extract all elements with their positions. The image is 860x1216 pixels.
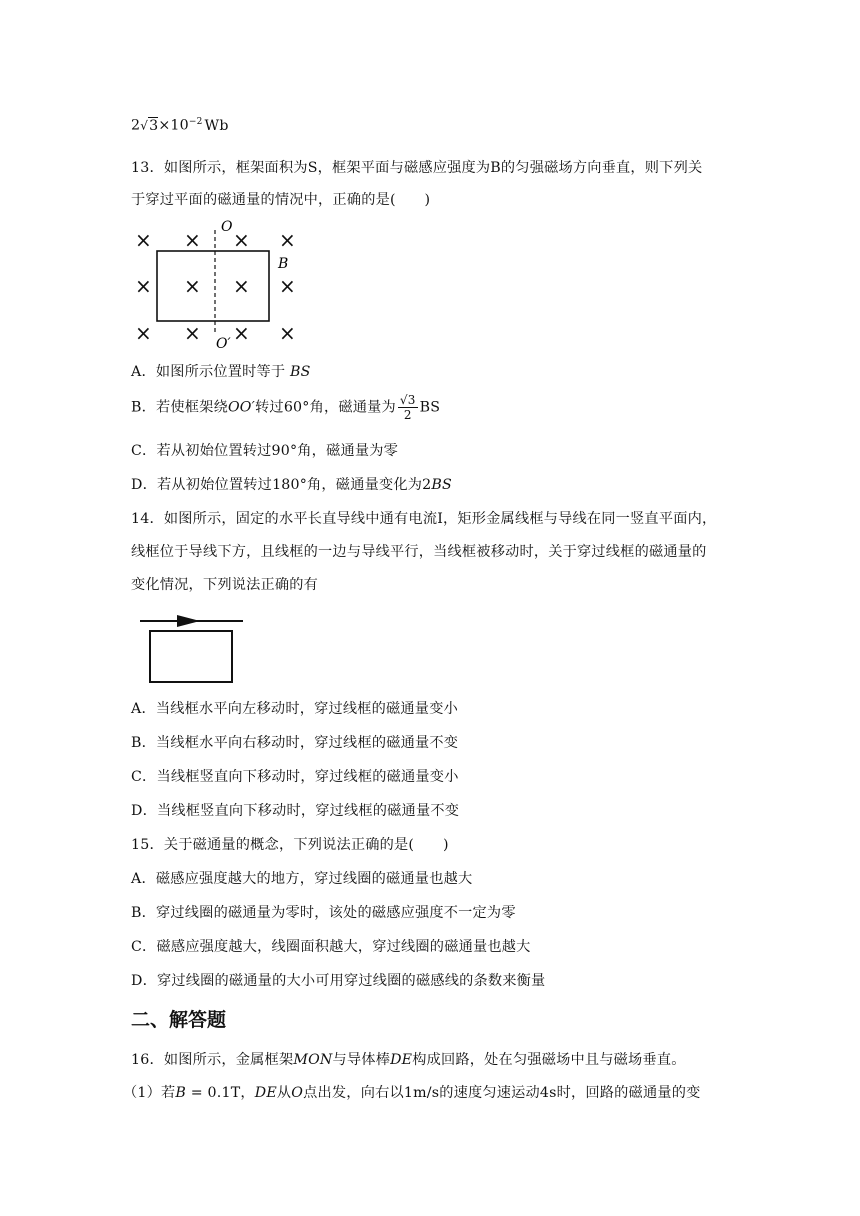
q15-option-d: D．穿过线圈的磁通量的大小可用穿过线圈的磁感线的条数来衡量	[131, 973, 546, 989]
field-cross: ×	[279, 274, 296, 298]
label-field-b: B	[278, 256, 289, 272]
q13-option-b-pre: B．若使框架绕	[131, 399, 228, 416]
q16-l1-a: 16．如图所示，金属框架	[131, 1052, 294, 1068]
formula-exp: −2	[188, 117, 203, 127]
q13-option-b	[131, 393, 440, 422]
q16-l1-mon: MON	[293, 1052, 333, 1068]
q15-option-b: B．穿过线圈的磁通量为零时，该处的磁感应强度不一定为零	[131, 905, 516, 921]
q13-line2: 于穿过平面的磁通量的情况中，正确的是( )	[131, 192, 431, 208]
q13-option-d-text: D．若从初始位置转过180°角，磁通量变化为2	[131, 477, 432, 493]
q13-option-b-mid: 转过60°角，磁通量为	[255, 399, 396, 416]
q13-option-a-em: BS	[290, 364, 311, 380]
q16-l1-b: 与导体棒	[332, 1052, 391, 1068]
q14-option-c: C．当线框竖直向下移动时，穿过线框的磁通量变小	[131, 769, 459, 785]
label-o-top: O	[221, 219, 233, 235]
q13-option-a	[131, 361, 311, 381]
q14-option-d: D．当线框竖直向下移动时，穿过线框的磁通量不变	[131, 803, 460, 819]
section-heading: 二、解答题	[131, 1009, 227, 1031]
q16-l1-c: 构成回路，处在匀强磁场中且与磁场垂直。	[412, 1052, 686, 1068]
field-cross: ×	[135, 274, 152, 298]
current-arrow-icon	[177, 615, 200, 627]
top-formula: $2√3\times 10^{-2}$ Wb	[131, 117, 229, 134]
field-cross: ×	[233, 321, 250, 345]
fraction-numerator: √3	[399, 393, 416, 407]
q14-option-a: A．当线框水平向左移动时，穿过线框的磁通量变小	[131, 701, 458, 717]
formula-unit: Wb	[204, 117, 229, 134]
field-cross: ×	[233, 228, 250, 252]
q14-line3: 变化情况，下列说法正确的有	[131, 577, 319, 593]
q16-l2-g: 点出发，向右以1m/s的速度匀速运动4s时，回路的磁通量的变	[303, 1085, 701, 1101]
q13-option-d-em: BS	[431, 477, 452, 493]
field-cross: ×	[184, 321, 201, 345]
formula-root: 3	[149, 117, 159, 134]
q16-l2-c: = 0.1T，	[186, 1085, 255, 1101]
field-cross: ×	[135, 228, 152, 252]
q16-l2-d: DE	[254, 1085, 277, 1101]
q13-option-d	[131, 474, 452, 494]
q13-figure	[130, 216, 305, 348]
q16-line1	[131, 1049, 686, 1069]
q16-l2-e: 从	[276, 1085, 292, 1101]
q15-line1: 15．关于磁通量的概念，下列说法正确的是( )	[131, 837, 449, 853]
q14-figure	[140, 608, 244, 684]
label-o-bottom: O′	[216, 336, 231, 348]
q16-l2-a: （1）若	[123, 1085, 176, 1101]
q13-line1: 13．如图所示，框架面积为S，框架平面与磁感应强度为B的匀强磁场方向垂直，则下列关	[131, 160, 703, 176]
q13-option-c: C．若从初始位置转过90°角，磁通量为零	[131, 443, 399, 459]
field-cross: ×	[279, 228, 296, 252]
q16-l2-f: O	[291, 1085, 304, 1101]
q15-option-c: C．磁感应强度越大，线圈面积越大，穿过线圈的磁通量也越大	[131, 939, 531, 955]
q16-l1-de: DE	[390, 1052, 413, 1068]
q16-line2	[123, 1082, 701, 1102]
fraction-denominator: 2	[403, 408, 412, 422]
q16-l2-b: B	[175, 1085, 187, 1101]
q13-option-b-axis: OO′	[227, 399, 256, 416]
q14-line1: 14．如图所示，固定的水平长直导线中通有电流I，矩形金属线框与导线在同一竖直平面内，	[131, 511, 717, 527]
field-cross: ×	[135, 321, 152, 345]
field-cross: ×	[233, 274, 250, 298]
q13-option-b-post: BS	[419, 399, 441, 416]
q14-line2: 线框位于导线下方，且线框的一边与导线平行，当线框被移动时，关于穿过线框的磁通量的	[131, 544, 707, 560]
field-cross: ×	[279, 321, 296, 345]
field-cross: ×	[184, 274, 201, 298]
formula-times: ×10	[158, 117, 189, 134]
q13-option-a-text: A．如图所示位置时等于	[131, 364, 286, 380]
formula-coef: 2	[131, 117, 141, 134]
q15-option-a: A．磁感应强度越大的地方，穿过线圈的磁通量也越大	[131, 871, 473, 887]
q13-option-b-fraction	[398, 393, 418, 422]
field-cross: ×	[184, 228, 201, 252]
q14-option-b: B．当线框水平向右移动时，穿过线框的磁通量不变	[131, 735, 459, 751]
